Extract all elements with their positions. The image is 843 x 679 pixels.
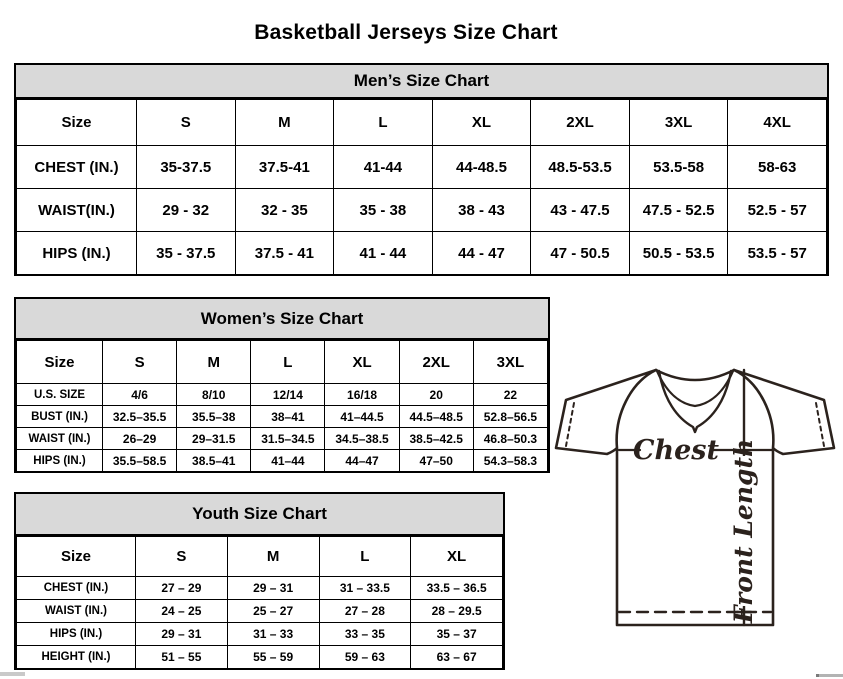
table-cell: 44 - 47 xyxy=(432,232,531,275)
column-header: M xyxy=(235,100,334,146)
table-cell: 41 - 44 xyxy=(334,232,433,275)
table-cell: 12/14 xyxy=(251,384,325,406)
table-cell: 32.5–35.5 xyxy=(103,406,177,428)
column-header: S xyxy=(136,537,228,577)
table-cell: 53.5 - 57 xyxy=(728,232,827,275)
table-cell: 34.5–38.5 xyxy=(325,428,399,450)
table-cell: 53.5-58 xyxy=(629,146,728,189)
table-cell: 44–47 xyxy=(325,450,399,472)
row-label: CHEST (IN.) xyxy=(17,577,136,600)
jersey-measurement-diagram xyxy=(553,360,843,628)
column-header: L xyxy=(251,341,325,384)
table-cell: 52.5 - 57 xyxy=(728,189,827,232)
table-cell: 47.5 - 52.5 xyxy=(629,189,728,232)
row-label: BUST (IN.) xyxy=(17,406,103,428)
table-cell: 38 - 43 xyxy=(432,189,531,232)
table-cell: 35 – 37 xyxy=(411,623,503,646)
table-cell: 27 – 28 xyxy=(319,600,411,623)
table-cell: 20 xyxy=(399,384,473,406)
table-cell: 28 – 29.5 xyxy=(411,600,503,623)
table-cell: 33.5 – 36.5 xyxy=(411,577,503,600)
table-title: Men’s Size Chart xyxy=(16,65,827,99)
table-cell: 37.5-41 xyxy=(235,146,334,189)
table-cell: 48.5-53.5 xyxy=(531,146,630,189)
table-cell: 35 - 37.5 xyxy=(137,232,236,275)
table-cell: 44-48.5 xyxy=(432,146,531,189)
row-label: HIPS (IN.) xyxy=(17,623,136,646)
table-cell: 51 – 55 xyxy=(136,646,228,669)
table-cell: 47 - 50.5 xyxy=(531,232,630,275)
size-column-label: Size xyxy=(17,100,137,146)
row-label: WAIST (IN.) xyxy=(17,428,103,450)
column-header: 4XL xyxy=(728,100,827,146)
table-cell: 63 – 67 xyxy=(411,646,503,669)
row-label: U.S. SIZE xyxy=(17,384,103,406)
table-cell: 26–29 xyxy=(103,428,177,450)
table-cell: 27 – 29 xyxy=(136,577,228,600)
table-cell: 38.5–42.5 xyxy=(399,428,473,450)
table-cell: 25 – 27 xyxy=(227,600,319,623)
table-cell: 35-37.5 xyxy=(137,146,236,189)
table-cell: 35.5–58.5 xyxy=(103,450,177,472)
column-header: 2XL xyxy=(399,341,473,384)
column-header: 2XL xyxy=(531,100,630,146)
youth-size-chart-table xyxy=(14,492,505,670)
row-label: HIPS (IN.) xyxy=(17,232,137,275)
column-header: M xyxy=(227,537,319,577)
mens-size-chart-table xyxy=(14,63,829,276)
chest-label: Chest xyxy=(633,435,719,466)
table-cell: 31.5–34.5 xyxy=(251,428,325,450)
row-label: HEIGHT (IN.) xyxy=(17,646,136,669)
table-cell: 47–50 xyxy=(399,450,473,472)
row-label: HIPS (IN.) xyxy=(17,450,103,472)
column-header: L xyxy=(319,537,411,577)
table-cell: 29–31.5 xyxy=(177,428,251,450)
stray-gray-fragment-left xyxy=(0,672,25,676)
table-cell: 24 – 25 xyxy=(136,600,228,623)
column-header: S xyxy=(103,341,177,384)
stray-gray-fragment-right xyxy=(816,674,843,677)
table-cell: 41–44.5 xyxy=(325,406,399,428)
table-cell: 31 – 33 xyxy=(227,623,319,646)
table-cell: 35 - 38 xyxy=(334,189,433,232)
table-cell: 59 – 63 xyxy=(319,646,411,669)
table-cell: 33 – 35 xyxy=(319,623,411,646)
row-label: WAIST (IN.) xyxy=(17,600,136,623)
size-column-label: Size xyxy=(17,341,103,384)
table-cell: 41–44 xyxy=(251,450,325,472)
table-cell: 38–41 xyxy=(251,406,325,428)
column-header: S xyxy=(137,100,236,146)
table-cell: 50.5 - 53.5 xyxy=(629,232,728,275)
column-header: XL xyxy=(432,100,531,146)
table-cell: 41-44 xyxy=(334,146,433,189)
column-header: L xyxy=(334,100,433,146)
table-cell: 43 - 47.5 xyxy=(531,189,630,232)
table-cell: 54.3–58.3 xyxy=(473,450,547,472)
table-cell: 55 – 59 xyxy=(227,646,319,669)
table-cell: 44.5–48.5 xyxy=(399,406,473,428)
table-title: Youth Size Chart xyxy=(16,494,503,536)
column-header: M xyxy=(177,341,251,384)
column-header: 3XL xyxy=(629,100,728,146)
table-cell: 31 – 33.5 xyxy=(319,577,411,600)
womens-size-chart-table xyxy=(14,297,550,473)
column-header: XL xyxy=(411,537,503,577)
table-cell: 8/10 xyxy=(177,384,251,406)
front-length-label: Front Length xyxy=(729,438,758,624)
table-cell: 52.8–56.5 xyxy=(473,406,547,428)
table-cell: 29 - 32 xyxy=(137,189,236,232)
table-cell: 37.5 - 41 xyxy=(235,232,334,275)
table-cell: 58-63 xyxy=(728,146,827,189)
table-cell: 46.8–50.3 xyxy=(473,428,547,450)
row-label: CHEST (IN.) xyxy=(17,146,137,189)
column-header: XL xyxy=(325,341,399,384)
page-title: Basketball Jerseys Size Chart xyxy=(254,21,558,45)
table-cell: 4/6 xyxy=(103,384,177,406)
table-cell: 16/18 xyxy=(325,384,399,406)
table-cell: 38.5–41 xyxy=(177,450,251,472)
table-cell: 35.5–38 xyxy=(177,406,251,428)
table-cell: 29 – 31 xyxy=(136,623,228,646)
table-cell: 22 xyxy=(473,384,547,406)
table-title: Women’s Size Chart xyxy=(16,299,548,340)
table-cell: 29 – 31 xyxy=(227,577,319,600)
column-header: 3XL xyxy=(473,341,547,384)
size-column-label: Size xyxy=(17,537,136,577)
table-cell: 32 - 35 xyxy=(235,189,334,232)
row-label: WAIST(IN.) xyxy=(17,189,137,232)
